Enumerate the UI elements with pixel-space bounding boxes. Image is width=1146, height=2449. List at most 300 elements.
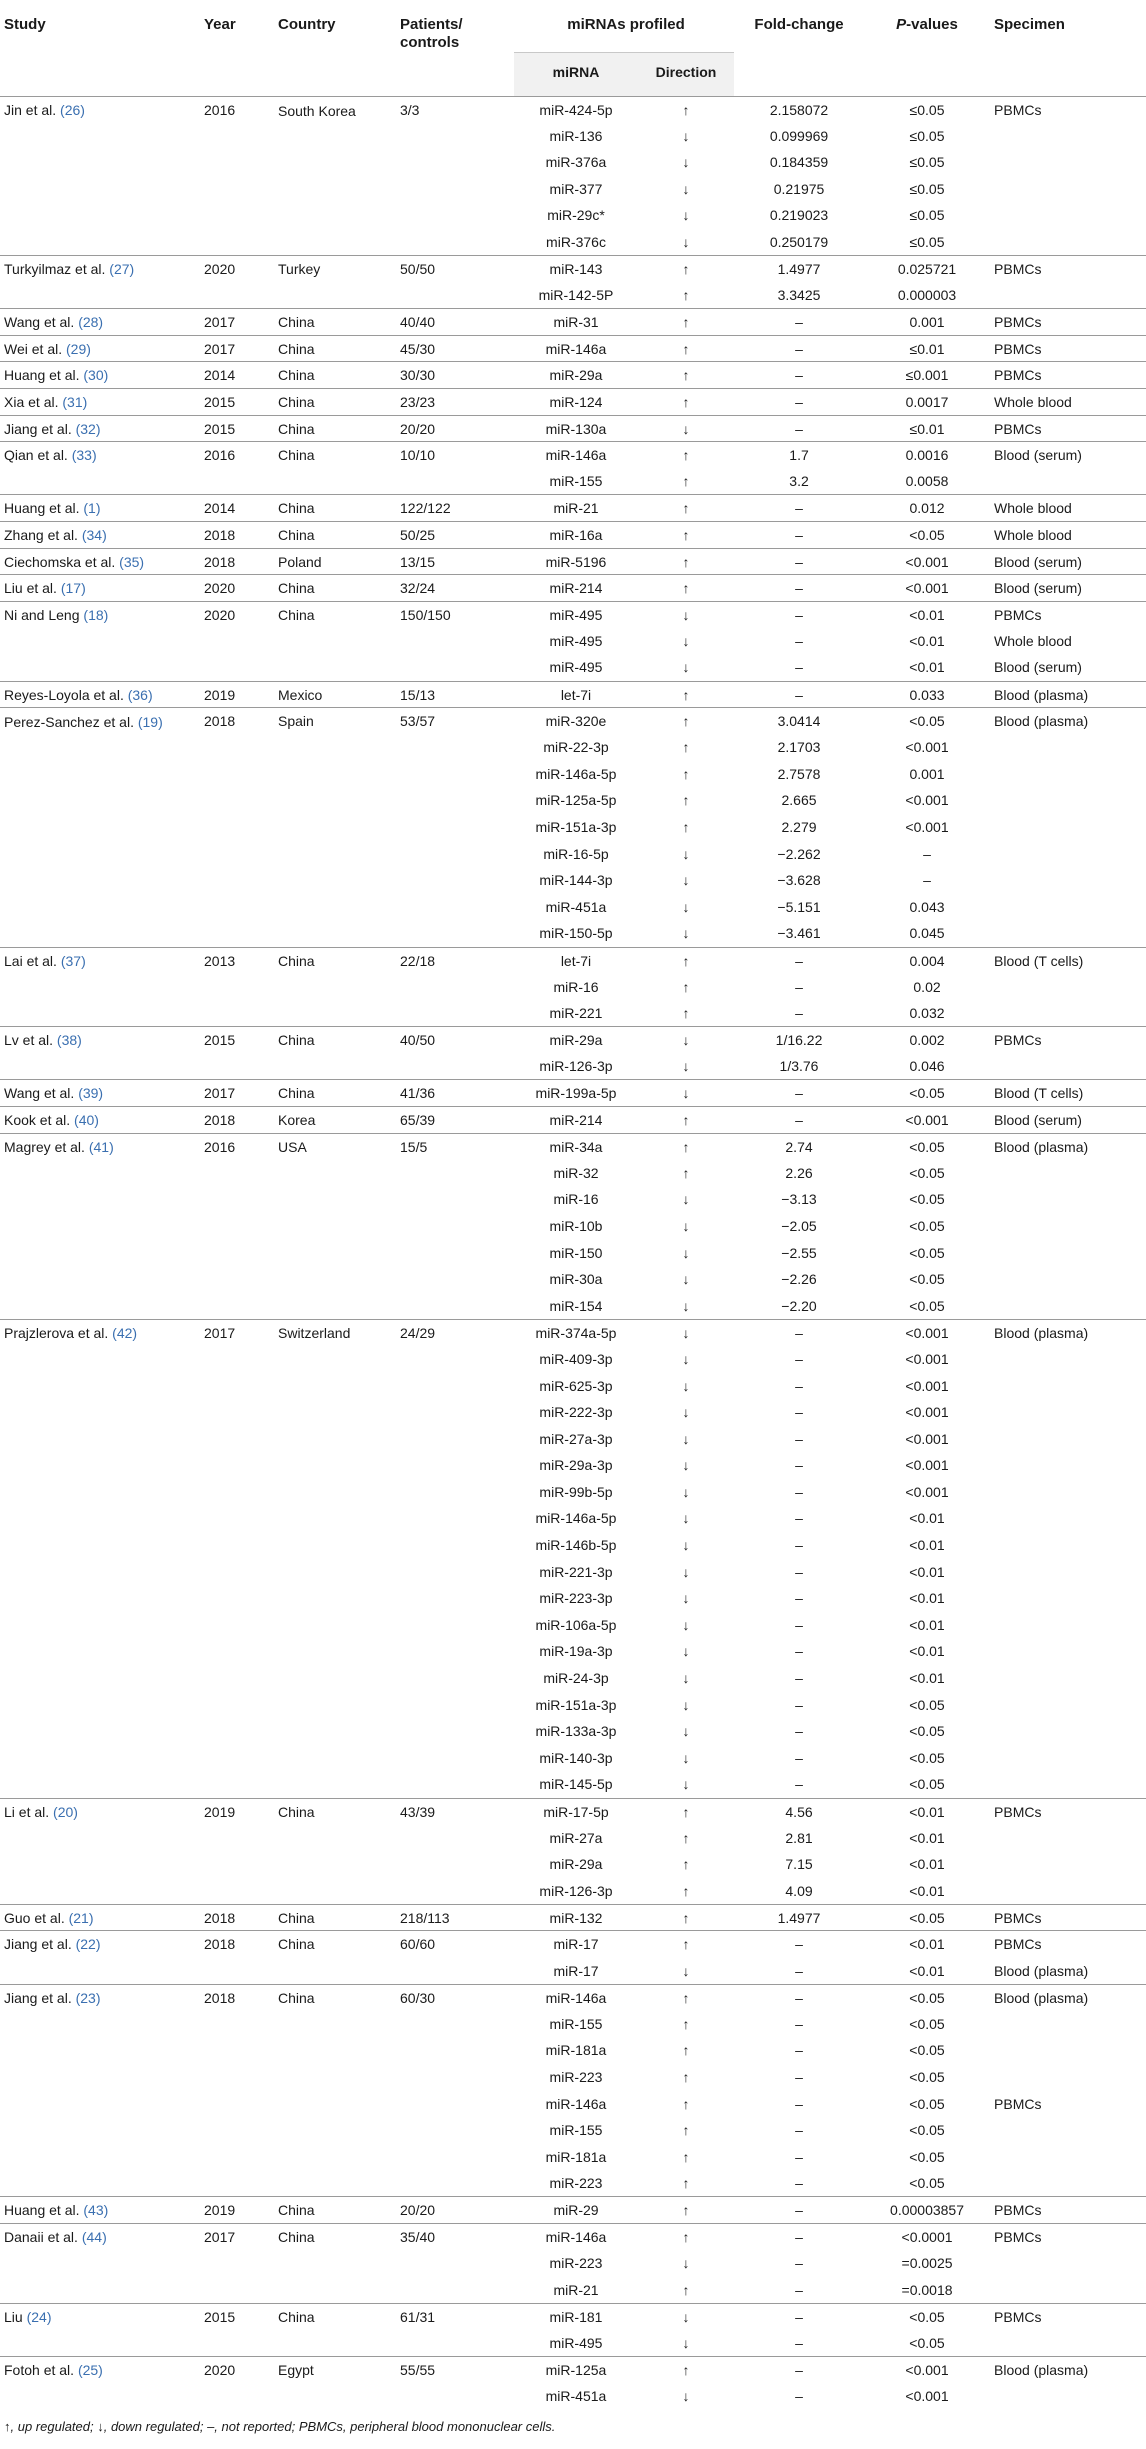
specimen-cell xyxy=(990,1559,1146,1586)
patients-cell xyxy=(396,1718,514,1745)
reference-link[interactable]: (19) xyxy=(137,714,163,731)
pvalue-cell: ≤0.05 xyxy=(909,101,945,118)
table-row xyxy=(0,149,1146,176)
table-row xyxy=(0,1745,1146,1772)
patients-cell xyxy=(396,1851,514,1878)
reference-link[interactable]: (31) xyxy=(62,394,88,411)
study-cell xyxy=(0,522,200,549)
country-cell xyxy=(274,176,396,203)
specimen-cell xyxy=(990,1346,1146,1373)
direction-cell: ↑ xyxy=(682,1829,690,1846)
direction-cell: ↓ xyxy=(682,1670,690,1687)
patients-cell: 43/39 xyxy=(400,1803,436,1820)
table-row xyxy=(0,1479,1146,1506)
pvalue-cell: <0.01 xyxy=(909,1829,945,1846)
year-cell xyxy=(200,1559,274,1586)
mirna-cell: miR-106a-5p xyxy=(535,1616,617,1633)
patients-cell xyxy=(396,2037,514,2064)
pvalue-cell: 0.00003857 xyxy=(890,2202,964,2219)
study-cell xyxy=(0,761,200,788)
table-row xyxy=(0,256,1146,283)
year-cell xyxy=(200,149,274,176)
table-row xyxy=(0,1505,1146,1532)
reference-link[interactable]: (28) xyxy=(78,314,104,331)
direction-cell: ↑ xyxy=(682,473,690,490)
country-cell: China xyxy=(278,606,315,623)
study-name: Danaii et al. xyxy=(4,2229,78,2245)
year-cell: 2015 xyxy=(204,420,236,437)
year-cell xyxy=(200,628,274,655)
study-name: Jin et al. xyxy=(4,101,57,118)
table-row xyxy=(0,389,1146,416)
specimen-cell: Blood (plasma) xyxy=(994,1989,1089,2006)
study-cell xyxy=(0,1107,200,1134)
study-cell xyxy=(0,495,200,522)
fold-change-cell: – xyxy=(795,2281,803,2298)
year-cell xyxy=(200,2170,274,2197)
patients-cell: 3/3 xyxy=(400,101,420,118)
patients-cell: 150/150 xyxy=(400,606,451,623)
study-cell xyxy=(0,1293,200,1320)
study-cell xyxy=(0,1000,200,1027)
country-cell xyxy=(274,1851,396,1878)
study-cell xyxy=(0,1984,200,2011)
study-cell xyxy=(0,468,200,495)
pvalue-cell: – xyxy=(923,872,931,889)
table-row xyxy=(0,2144,1146,2171)
study-name: Magrey et al. xyxy=(4,1138,85,1155)
patients-cell xyxy=(396,2383,514,2410)
mirna-cell: miR-27a-3p xyxy=(539,1430,613,1447)
study-cell xyxy=(0,96,200,123)
mirna-cell: miR-142-5P xyxy=(538,287,614,304)
mirna-cell: miR-146a xyxy=(545,340,607,357)
study-cell xyxy=(0,1931,200,1958)
mirna-cell: miR-223 xyxy=(549,2175,603,2192)
pvalue-cell: <0.05 xyxy=(909,2042,945,2059)
study-name: Zhang et al. xyxy=(4,527,78,543)
fold-change-cell: – xyxy=(795,2148,803,2165)
pvalue-cell: 0.000003 xyxy=(897,287,957,304)
country-cell xyxy=(274,1186,396,1213)
pvalue-cell: 0.046 xyxy=(909,1058,945,1075)
patients-cell xyxy=(396,282,514,309)
country-cell: Turkey xyxy=(278,261,321,278)
mirna-cell: miR-451a xyxy=(545,898,607,915)
specimen-cell xyxy=(990,974,1146,1001)
pvalue-cell: 0.0058 xyxy=(905,473,949,490)
patients-cell xyxy=(396,894,514,921)
mirna-cell: miR-16 xyxy=(553,1191,599,1208)
country-cell xyxy=(274,2277,396,2304)
reference-link[interactable]: (40) xyxy=(74,1112,99,1129)
direction-cell: ↑ xyxy=(682,2361,690,2378)
table-row xyxy=(0,1346,1146,1373)
reference-link[interactable]: (41) xyxy=(88,1138,114,1155)
table-row xyxy=(0,2037,1146,2064)
direction-cell: ↑ xyxy=(682,447,690,464)
reference-link[interactable]: (20) xyxy=(53,1803,78,1820)
reference-link[interactable]: (39) xyxy=(78,1085,104,1102)
specimen-cell xyxy=(990,1266,1146,1293)
table-row xyxy=(0,468,1146,495)
pvalue-cell: <0.01 xyxy=(909,1803,945,1820)
reference-link[interactable]: (26) xyxy=(60,101,85,118)
year-cell: 2018 xyxy=(204,1112,236,1129)
reference-link[interactable]: (38) xyxy=(56,1032,82,1049)
pvalue-cell: <0.05 xyxy=(909,1749,945,1766)
study-cell xyxy=(0,947,200,974)
study-cell xyxy=(0,1399,200,1426)
patients-cell xyxy=(396,628,514,655)
header-pvalues-p: P xyxy=(896,16,907,33)
reference-link[interactable]: (44) xyxy=(81,2229,107,2245)
patients-cell xyxy=(396,1293,514,1320)
fold-change-cell: 2.665 xyxy=(781,792,817,809)
patients-cell xyxy=(396,1745,514,1772)
reference-link[interactable]: (33) xyxy=(71,447,97,464)
study-name: Li et al. xyxy=(4,1803,50,1820)
study-cell xyxy=(0,1825,200,1852)
patients-cell xyxy=(396,1426,514,1453)
patients-cell xyxy=(396,654,514,681)
direction-cell: ↑ xyxy=(682,978,690,995)
table-row xyxy=(0,1825,1146,1852)
direction-cell: ↑ xyxy=(682,1936,690,1953)
table-row xyxy=(0,920,1146,947)
study-name: Turkyilmaz et al. xyxy=(4,261,106,278)
year-cell xyxy=(200,734,274,761)
pvalue-cell: <0.01 xyxy=(909,1670,945,1687)
year-cell xyxy=(200,1745,274,1772)
table-row xyxy=(0,522,1146,549)
country-cell xyxy=(274,2170,396,2197)
fold-change-cell: – xyxy=(795,1457,803,1474)
mirna-cell: miR-409-3p xyxy=(539,1350,613,1367)
patients-cell: 20/20 xyxy=(400,2202,436,2219)
patients-cell xyxy=(396,2091,514,2118)
fold-change-cell: – xyxy=(795,1563,803,1580)
pvalue-cell: ≤0.01 xyxy=(909,420,945,437)
mirna-cell: miR-16a xyxy=(549,527,603,543)
table-row xyxy=(0,1692,1146,1719)
mirna-cell: miR-150-5p xyxy=(539,925,613,942)
direction-cell: ↓ xyxy=(682,207,690,224)
fold-change-cell: −5.151 xyxy=(777,898,821,915)
pvalue-cell: <0.01 xyxy=(909,1856,945,1873)
study-cell xyxy=(0,229,200,256)
table-row xyxy=(0,1000,1146,1027)
reference-link[interactable]: (1) xyxy=(83,500,101,517)
country-cell xyxy=(274,1692,396,1719)
study-cell xyxy=(0,2224,200,2251)
reference-link[interactable]: (37) xyxy=(60,952,86,969)
specimen-cell xyxy=(990,2037,1146,2064)
country-cell: USA xyxy=(278,1138,307,1155)
pvalue-cell: ≤0.01 xyxy=(909,340,945,357)
direction-cell: ↓ xyxy=(682,606,690,623)
study-cell xyxy=(0,1878,200,1905)
table-row xyxy=(0,2250,1146,2277)
direction-cell: ↑ xyxy=(682,101,690,118)
study-cell xyxy=(0,1505,200,1532)
direction-cell: ↑ xyxy=(682,287,690,304)
direction-cell: ↑ xyxy=(682,2281,690,2298)
reference-link[interactable]: (32) xyxy=(75,420,101,437)
mirna-cell: miR-374a-5p xyxy=(535,1324,617,1341)
study-cell xyxy=(0,1213,200,1240)
patients-cell xyxy=(396,867,514,894)
study-name: Wang et al. xyxy=(4,314,75,331)
study-cell xyxy=(0,1585,200,1612)
patients-cell: 30/30 xyxy=(400,367,436,384)
reference-link[interactable]: (22) xyxy=(75,1936,101,1953)
header-study: Study xyxy=(0,0,200,96)
pvalue-cell: <0.01 xyxy=(909,1962,945,1979)
specimen-cell: PBMCs xyxy=(994,420,1042,437)
reference-link[interactable]: (43) xyxy=(83,2202,109,2219)
table-row xyxy=(0,282,1146,309)
pvalue-cell: ≤0.001 xyxy=(905,367,949,384)
pvalue-cell: 0.0016 xyxy=(905,447,949,464)
reference-link[interactable]: (18) xyxy=(83,606,109,623)
direction-cell: ↓ xyxy=(682,1749,690,1766)
mirna-cell: miR-221-3p xyxy=(539,1563,613,1580)
direction-cell: ↓ xyxy=(682,2388,690,2405)
mirna-cell: miR-223 xyxy=(549,2068,603,2085)
year-cell xyxy=(200,1240,274,1267)
study-cell xyxy=(0,1186,200,1213)
table-row xyxy=(0,1612,1146,1639)
study-cell xyxy=(0,1532,200,1559)
direction-cell: ↑ xyxy=(682,340,690,357)
direction-cell: ↑ xyxy=(682,1164,690,1181)
year-cell xyxy=(200,1771,274,1798)
reference-link[interactable]: (25) xyxy=(77,2361,103,2378)
direction-cell: ↑ xyxy=(682,500,690,517)
fold-change-cell: – xyxy=(795,1404,803,1421)
fold-change-cell: – xyxy=(795,1537,803,1554)
year-cell xyxy=(200,1160,274,1187)
patients-cell: 32/24 xyxy=(400,580,436,597)
header-pvalues-rest: -values xyxy=(906,16,958,33)
specimen-cell xyxy=(990,2117,1146,2144)
year-cell: 2015 xyxy=(204,394,236,411)
pvalue-cell: =0.0025 xyxy=(901,2255,953,2272)
year-cell xyxy=(200,654,274,681)
direction-cell: ↑ xyxy=(682,367,690,384)
specimen-cell: Blood (serum) xyxy=(994,447,1082,464)
study-cell xyxy=(0,1133,200,1160)
country-cell: Korea xyxy=(278,1112,316,1129)
mirna-cell: miR-124 xyxy=(549,394,603,411)
direction-cell: ↓ xyxy=(682,1483,690,1500)
patients-cell: 40/50 xyxy=(400,1032,436,1049)
pvalue-cell: 0.002 xyxy=(909,1032,945,1049)
study-cell xyxy=(0,1718,200,1745)
country-cell xyxy=(274,2144,396,2171)
reference-link[interactable]: (30) xyxy=(83,367,109,384)
reference-link[interactable]: (35) xyxy=(119,553,145,570)
patients-cell: 60/30 xyxy=(400,1989,436,2006)
country-cell: China xyxy=(278,2308,315,2325)
country-cell: China xyxy=(278,1803,315,1820)
specimen-cell xyxy=(990,149,1146,176)
country-cell xyxy=(274,1612,396,1639)
study-cell xyxy=(0,1958,200,1985)
pvalue-cell: <0.001 xyxy=(905,553,949,570)
pvalue-cell: <0.05 xyxy=(909,2308,945,2325)
table-row xyxy=(0,1958,1146,1985)
table-row xyxy=(0,1213,1146,1240)
patients-cell xyxy=(396,1878,514,1905)
year-cell xyxy=(200,1612,274,1639)
fold-change-cell: 7.15 xyxy=(785,1856,813,1873)
year-cell: 2018 xyxy=(204,1909,236,1926)
patients-cell xyxy=(396,734,514,761)
country-cell xyxy=(274,149,396,176)
patients-cell xyxy=(396,1266,514,1293)
table-row xyxy=(0,1186,1146,1213)
fold-change-cell: – xyxy=(795,527,803,543)
mirna-cell: miR-32 xyxy=(553,1164,599,1181)
pvalue-cell: <0.05 xyxy=(909,1909,945,1926)
header-patients: Patients/ controls xyxy=(396,0,514,96)
patients-cell: 122/122 xyxy=(400,500,451,517)
study-cell xyxy=(0,867,200,894)
reference-link[interactable]: (42) xyxy=(112,1324,138,1341)
table-row xyxy=(0,229,1146,256)
mirna-cell: miR-144-3p xyxy=(539,872,613,889)
table-row xyxy=(0,123,1146,150)
patients-cell: 23/23 xyxy=(400,394,436,411)
mirna-cell: miR-130a xyxy=(545,420,607,437)
year-cell: 2018 xyxy=(204,527,236,543)
patients-cell xyxy=(396,1160,514,1187)
fold-change-cell: −2.262 xyxy=(777,845,821,862)
specimen-cell: PBMCs xyxy=(994,2229,1042,2245)
table-row xyxy=(0,362,1146,389)
fold-change-cell: 4.56 xyxy=(785,1803,813,1820)
year-cell xyxy=(200,2117,274,2144)
mirna-cell: miR-17 xyxy=(553,1962,599,1979)
fold-change-cell: – xyxy=(795,2068,803,2085)
pvalue-cell: <0.01 xyxy=(909,659,945,676)
patients-cell xyxy=(396,1612,514,1639)
country-cell xyxy=(274,1452,396,1479)
table-row xyxy=(0,654,1146,681)
direction-cell: ↓ xyxy=(682,1191,690,1208)
year-cell: 2017 xyxy=(204,1324,236,1341)
country-cell xyxy=(274,894,396,921)
reference-link[interactable]: (27) xyxy=(109,261,135,278)
country-cell xyxy=(274,1293,396,1320)
direction-cell: ↓ xyxy=(682,1696,690,1713)
fold-change-cell: – xyxy=(795,2334,803,2351)
patients-cell: 65/39 xyxy=(400,1112,436,1129)
specimen-cell xyxy=(990,202,1146,229)
reference-link[interactable]: (29) xyxy=(66,340,91,357)
specimen-cell: Whole blood xyxy=(994,632,1072,649)
reference-link[interactable]: (36) xyxy=(127,686,153,703)
specimen-cell xyxy=(990,894,1146,921)
study-cell xyxy=(0,2330,200,2357)
study-cell xyxy=(0,1559,200,1586)
reference-link[interactable]: (34) xyxy=(81,527,107,543)
pvalue-cell: <0.05 xyxy=(909,1138,945,1155)
country-cell xyxy=(274,2037,396,2064)
study-cell xyxy=(0,1080,200,1107)
fold-change-cell: −2.55 xyxy=(781,1244,817,1261)
mirna-cell: miR-145-5p xyxy=(539,1776,613,1793)
year-cell: 2015 xyxy=(204,2308,236,2325)
country-cell xyxy=(274,1771,396,1798)
pvalue-cell: <0.001 xyxy=(905,1404,949,1421)
mirna-cell: miR-146a-5p xyxy=(535,765,617,782)
fold-change-cell: – xyxy=(795,2122,803,2139)
direction-cell: ↓ xyxy=(682,1244,690,1261)
mirna-cell: miR-132 xyxy=(549,1909,603,1926)
direction-cell: ↓ xyxy=(682,1776,690,1793)
study-cell xyxy=(0,2277,200,2304)
table-row xyxy=(0,947,1146,974)
study-name: Reyes-Loyola et al. xyxy=(4,686,124,703)
reference-link[interactable]: (21) xyxy=(68,1909,94,1926)
direction-cell: ↑ xyxy=(682,1138,690,1155)
table-row xyxy=(0,1133,1146,1160)
country-cell xyxy=(274,1665,396,1692)
study-name: Perez-Sanchez et al. xyxy=(4,714,134,731)
reference-link[interactable]: (23) xyxy=(75,1989,101,2006)
country-cell xyxy=(274,787,396,814)
fold-change-cell: – xyxy=(795,1696,803,1713)
study-cell xyxy=(0,654,200,681)
country-cell xyxy=(274,734,396,761)
specimen-cell: Blood (serum) xyxy=(994,659,1082,676)
table-row xyxy=(0,1426,1146,1453)
mirna-cell: miR-451a xyxy=(545,2388,607,2405)
year-cell xyxy=(200,894,274,921)
mirna-cell: miR-133a-3p xyxy=(535,1723,617,1740)
specimen-cell xyxy=(990,1479,1146,1506)
fold-change-cell: – xyxy=(795,632,803,649)
study-cell xyxy=(0,2250,200,2277)
direction-cell: ↓ xyxy=(682,1324,690,1341)
year-cell: 2020 xyxy=(204,261,236,278)
country-cell xyxy=(274,628,396,655)
country-cell xyxy=(274,1958,396,1985)
mirna-cell: miR-16-5p xyxy=(543,845,609,862)
direction-cell: ↑ xyxy=(682,2095,690,2112)
table-row xyxy=(0,2303,1146,2330)
table-row xyxy=(0,1319,1146,1346)
country-cell xyxy=(274,1638,396,1665)
direction-cell: ↑ xyxy=(682,553,690,570)
fold-change-cell: – xyxy=(795,553,803,570)
mirna-cell: miR-21 xyxy=(553,500,599,517)
fold-change-cell: 2.74 xyxy=(785,1138,813,1155)
year-cell xyxy=(200,176,274,203)
fold-change-cell: 1/16.22 xyxy=(775,1032,823,1049)
mirna-cell: miR-143 xyxy=(549,261,603,278)
year-cell: 2017 xyxy=(204,1085,236,1102)
mirna-cell: miR-22-3p xyxy=(543,739,609,756)
reference-link[interactable]: (17) xyxy=(60,580,86,597)
pvalue-cell: <0.0001 xyxy=(901,2229,953,2245)
reference-link[interactable]: (24) xyxy=(26,2308,52,2325)
fold-change-cell: – xyxy=(795,686,803,703)
year-cell xyxy=(200,1000,274,1027)
